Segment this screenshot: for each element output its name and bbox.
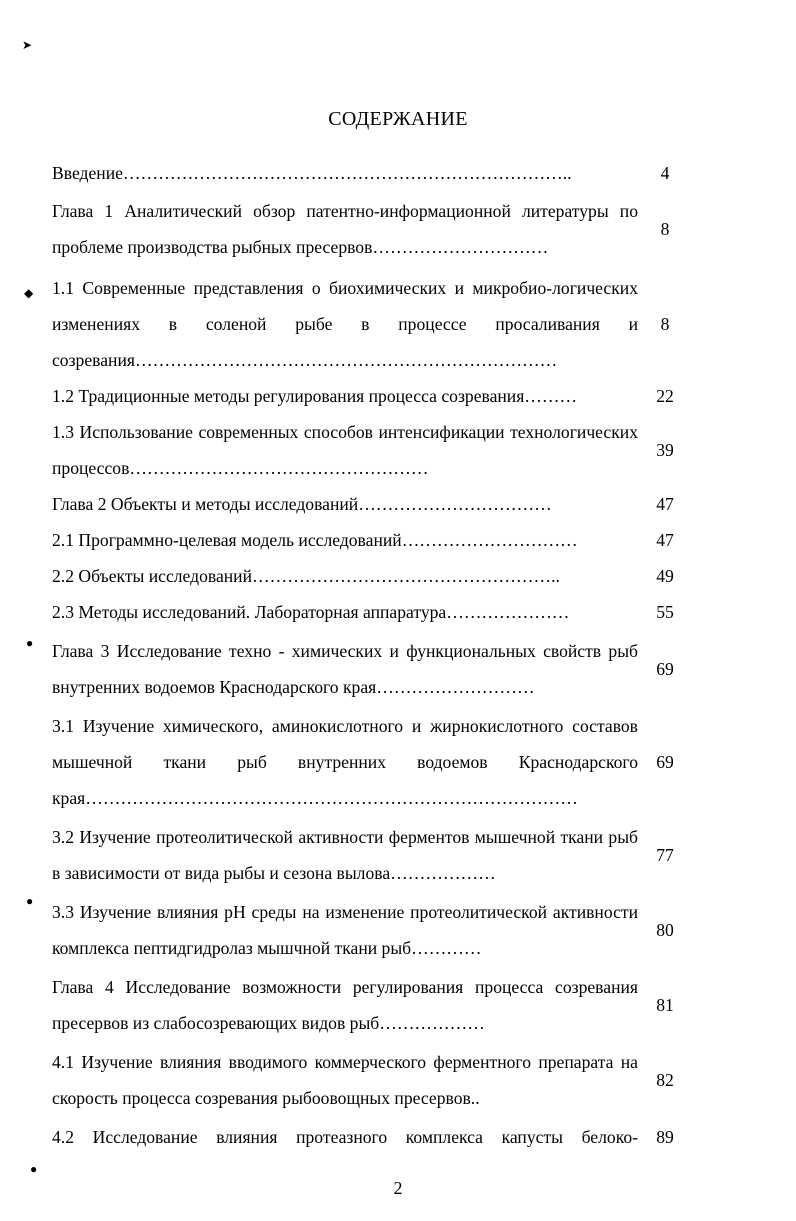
toc-entry-title: 3.3 Изучение влияния рН среды на изменение протеолитической активности комплекса пептидгидролаз мышчной ткани рыб…………	[52, 902, 638, 958]
toc-entry-page: 47	[656, 494, 674, 514]
toc-entry-page: 39	[656, 440, 674, 460]
toc-entry-title: Глава 3 Исследование техно - химических и функциональных свойств рыб внутренних водоемов Краснодарского края………………………	[52, 641, 638, 697]
toc-entry-title: Глава 1 Аналитический обзор патентно-информационной литературы по проблеме производства рыбных пресервов…………………………	[52, 201, 638, 257]
toc-entry-page: 8	[660, 314, 670, 334]
toc-entry-title: 1.3 Использование современных способов интенсификации технологических процессов……………………………………………	[52, 422, 638, 478]
toc-entry	[52, 708, 692, 816]
toc-entry	[52, 1119, 692, 1155]
toc-entry	[52, 155, 692, 191]
toc-entry-title: 2.2 Объекты исследований……………………………………………..	[52, 566, 560, 586]
toc-entry-title: 2.1 Программно-целевая модель исследований…………………………	[52, 530, 578, 550]
toc-entry-page: 82	[656, 1070, 674, 1090]
toc-entry-title: Глава 4 Исследование возможности регулирования процесса созревания пресервов из слабосозревающих видов рыб………………	[52, 977, 638, 1033]
toc-entry-title: 1.1 Современные представления о биохимических и микробио-логических изменениях в соленой рыбе в процессе просаливания и созревания………………………………………………………………	[52, 278, 638, 370]
scan-mark-1: ➤	[22, 38, 33, 52]
page-title: СОДЕРЖАНИЕ	[328, 108, 468, 130]
toc-entry-page: 69	[656, 752, 674, 772]
toc-entry	[52, 378, 692, 414]
toc-entry	[52, 819, 692, 891]
toc-entry-title: Глава 2 Объекты и методы исследований……………………………	[52, 494, 552, 514]
toc-entry	[52, 969, 692, 1041]
scan-mark-2: ◆	[24, 286, 34, 300]
toc-entry	[52, 633, 692, 705]
toc-entry-page: 77	[656, 845, 674, 865]
toc-entry-page: 4	[660, 163, 670, 183]
toc-entry-page: 69	[656, 659, 674, 679]
toc-entry-title: Введение…………………………………………………………………..	[52, 163, 572, 183]
toc-entry-page: 47	[656, 530, 674, 550]
toc-entry	[52, 1044, 692, 1116]
scan-mark-5: ●	[30, 1162, 38, 1176]
toc-entry-title: 3.2 Изучение протеолитической активности ферментов мышечной ткани рыб в зависимости от вида рыбы и сезона вылова………………	[52, 827, 638, 883]
toc-entry	[52, 193, 692, 265]
scan-mark-4: ●	[26, 894, 34, 908]
toc-entry-page: 55	[656, 602, 674, 622]
toc-entry-title: 1.2 Традиционные методы регулирования процесса созревания………	[52, 386, 578, 406]
page-number: 2	[393, 1178, 403, 1198]
toc-entry-page: 80	[656, 920, 674, 940]
toc-entry	[52, 522, 692, 558]
toc-entry-title: 2.3 Методы исследований. Лабораторная аппаратура…………………	[52, 602, 570, 622]
toc-entry-title: 3.1 Изучение химического, аминокислотного и жирнокислотного составов мышечной ткани рыб внутренних водоемов Краснодарского края…………………………………………………………………………	[52, 716, 638, 808]
toc-entry-page: 81	[656, 995, 674, 1015]
toc-entry	[52, 486, 692, 522]
toc-entry	[52, 558, 692, 594]
toc-entry-page: 8	[660, 219, 670, 239]
toc-entry-title: 4.2 Исследование влияния протеазного комплекса капусты белоко-	[52, 1127, 638, 1147]
toc-entry-page: 22	[656, 386, 674, 406]
toc-entry-page: 49	[656, 566, 674, 586]
scan-mark-3: ●	[26, 636, 34, 650]
toc-entry-title: 4.1 Изучение влияния вводимого коммерческого ферментного препарата на скорость процесса созревания рыбоовощных пресервов..	[52, 1052, 638, 1108]
toc-entry	[52, 594, 692, 630]
table-of-contents	[52, 155, 692, 1155]
toc-entry	[52, 270, 692, 378]
toc-entry	[52, 414, 692, 486]
toc-entry-page: 89	[656, 1127, 674, 1147]
toc-entry	[52, 894, 692, 966]
